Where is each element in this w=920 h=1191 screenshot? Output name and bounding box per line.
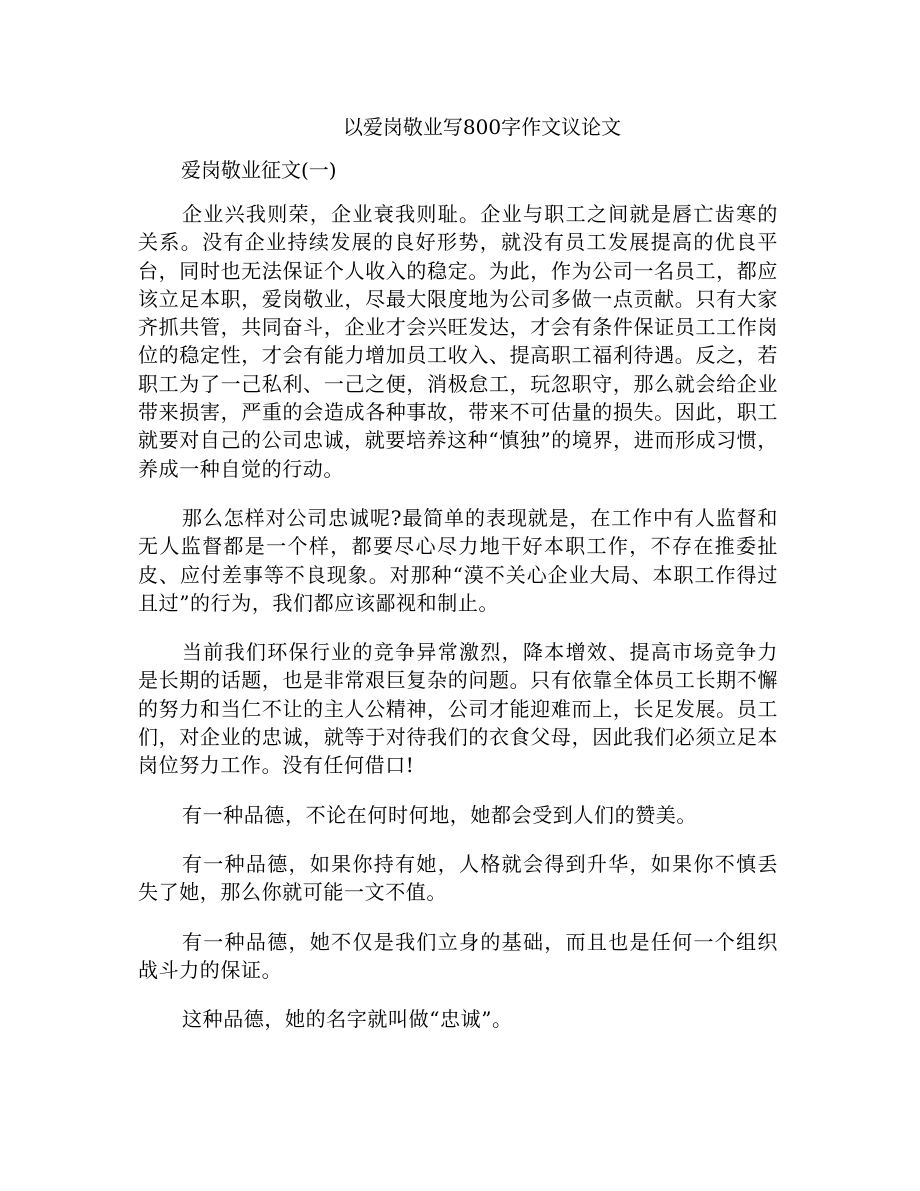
document-title: 以爱岗敬业写800字作文议论文 <box>342 115 622 139</box>
paragraph: 有一种品德，她不仅是我们立身的基础，而且也是任何一个组织战斗力的保证。 <box>138 929 778 982</box>
paragraph: 有一种品德，如果你持有她，人格就会得到升华，如果你不慎丢失了她，那么你就可能一文不值。 <box>138 851 778 905</box>
paragraph: 有一种品德，不论在何时何地，她都会受到人们的赞美。 <box>182 802 697 827</box>
paragraph: 这种品德，她的名字就叫做“忠诚”。 <box>182 1007 513 1032</box>
document-body <box>138 200 778 1054</box>
paragraph: 当前我们环保行业的竞争异常激烈，降本增效、提高市场竞争力是长期的话题，也是非常艰巨复杂的问题。只有依靠全体员工长期不懈的努力和当仁不让的主人公精神，公司才能迎难而上，长足发展。员工们，对企业的忠诚，就等于对待我们的衣食父母，因此我们必须立足本岗位努力工作。没有任何借口! <box>138 640 778 778</box>
paragraph: 那么怎样对公司忠诚呢?最简单的表现就是，在工作中有人监督和无人监督都是一个样，都要尽心尽力地干好本职工作，不存在推委扯皮、应付差事等不良现象。对那种“漠不关心企业大局、本职工作得过且过”的行为，我们都应该鄙视和制止。 <box>138 505 778 615</box>
paragraph: 企业兴我则荣，企业衰我则耻。企业与职工之间就是唇亡齿寒的关系。没有企业持续发展的良好形势，就没有员工发展提高的优良平台，同时也无法保证个人收入的稳定。为此，作为公司一名员工，都应该立足本职，爱岗敬业，尽最大限度地为公司多做一点贡献。只有大家齐抓共管，共同奋斗，企业才会兴旺发达，才会有条件保证员工工作岗位的稳定性，才会有能力增加员工收入、提高职工福利待遇。反之，若职工为了一己私利、一己之便，消极怠工，玩忽职守，那么就会给企业带来损害，严重的会造成各种事故，带来不可估量的损失。因此，职工就要对自己的公司忠诚，就要培养这种“慎独”的境界，进而形成习惯，养成一种自觉的行动。 <box>138 202 778 481</box>
section-heading: 爱岗敬业征文(一) <box>181 158 337 182</box>
